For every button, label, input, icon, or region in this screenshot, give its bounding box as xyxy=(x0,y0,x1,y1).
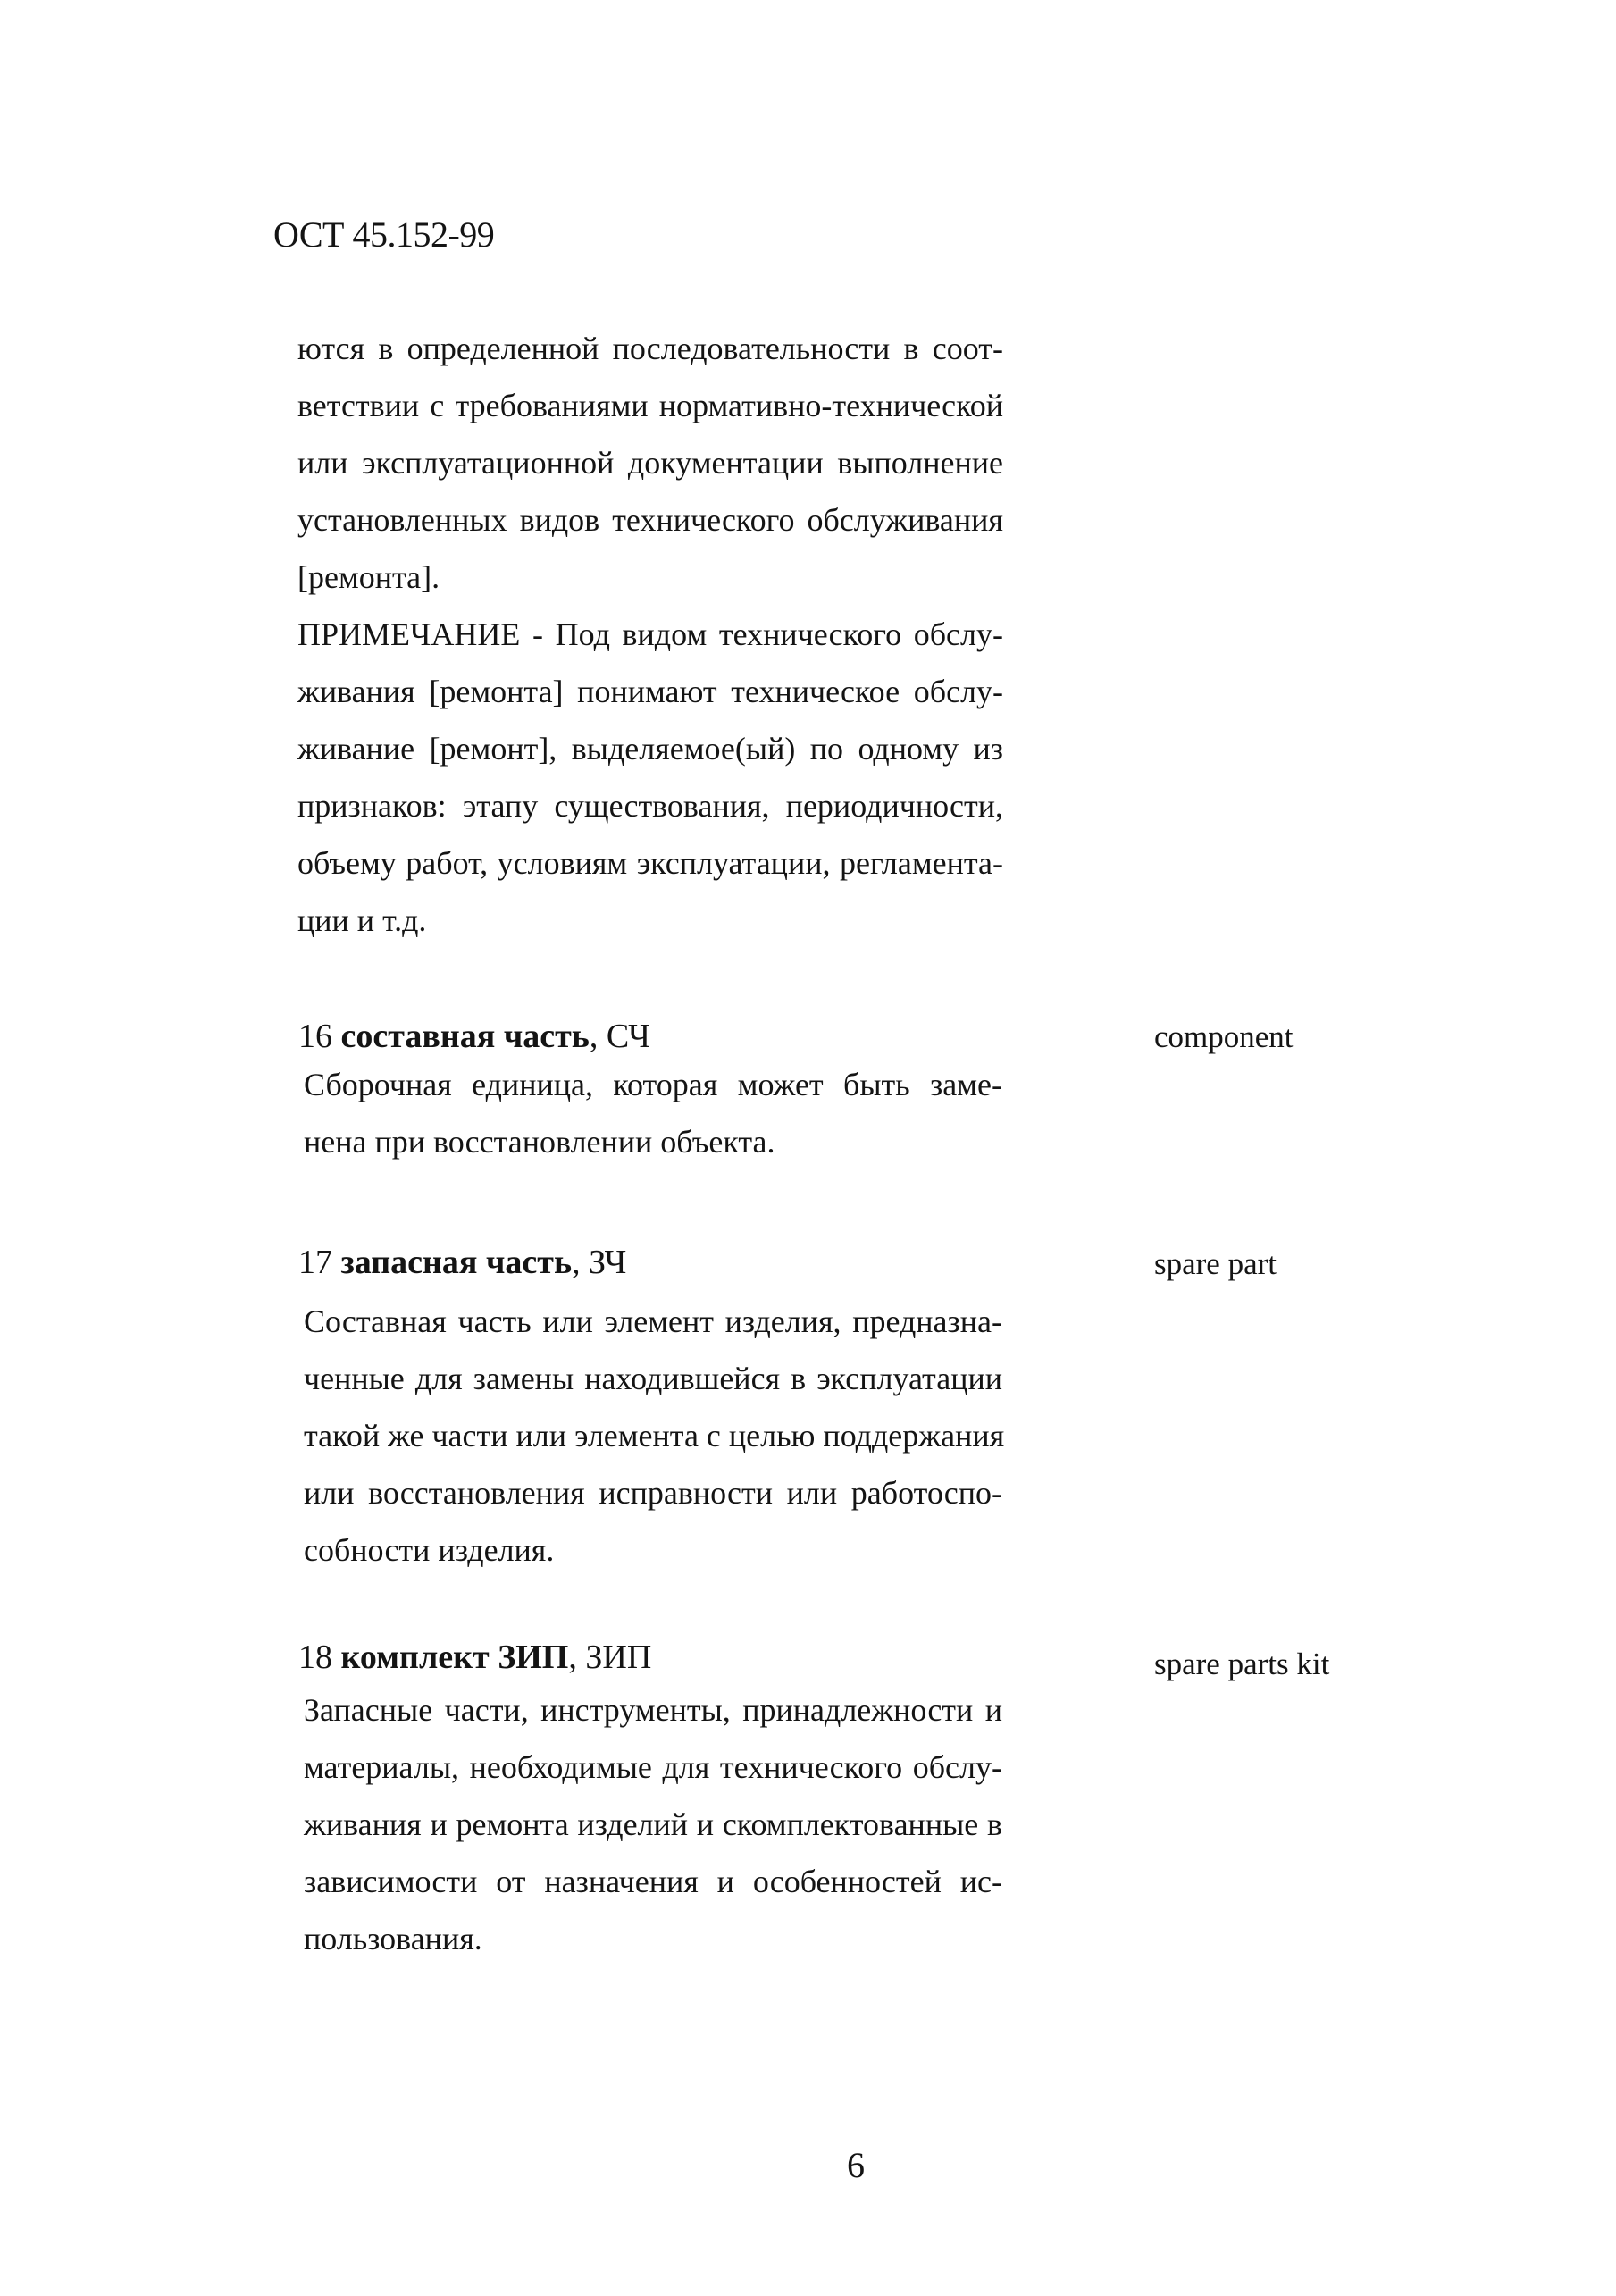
term-name: составная часть xyxy=(340,1018,590,1055)
text-line: или восстановления исправности или работоспо- xyxy=(304,1475,1002,1511)
document-code: ОСТ 45.152-99 xyxy=(273,214,495,255)
term-name: запасная часть xyxy=(340,1244,573,1281)
text-line: живания [ремонта] понимают техническое обслу- xyxy=(297,674,1003,709)
text-line: Сборочная единица, которая может быть заме- xyxy=(304,1067,1002,1102)
intro-paragraph xyxy=(297,320,1003,606)
text-line: собности изделия. xyxy=(304,1532,555,1568)
term-heading xyxy=(298,1635,651,1680)
text-line: нена при восстановлении объекта. xyxy=(304,1124,775,1160)
page-number: 6 xyxy=(847,2145,865,2185)
term-heading xyxy=(298,1240,626,1285)
term-definition xyxy=(304,1293,1005,1579)
term-abbreviation: , ЗИП xyxy=(568,1638,652,1676)
text-line: живание [ремонт], выделяемое(ый) по одному из xyxy=(297,731,1003,767)
text-line: ции и т.д. xyxy=(297,902,427,938)
term-abbreviation: , СЧ xyxy=(589,1018,651,1055)
term-english-equivalent: spare part xyxy=(1154,1246,1277,1281)
text-line: ПРИМЕЧАНИЕ - Под видом технического обслу- xyxy=(297,616,1003,652)
text-line: материалы, необходимые для технического обслу- xyxy=(304,1749,1002,1785)
term-english-equivalent: spare parts kit xyxy=(1154,1647,1330,1681)
term-heading xyxy=(298,1014,650,1059)
text-line: ветствии с требованиями нормативно-технической xyxy=(297,388,1003,423)
note-paragraph xyxy=(297,606,1003,949)
text-line: живания и ремонта изделий и скомплектованные в xyxy=(304,1806,1002,1842)
text-line: ченные для замены находившейся в эксплуатации xyxy=(304,1361,1002,1396)
text-line: [ремонта]. xyxy=(297,559,440,595)
term-definition xyxy=(304,1056,1002,1170)
term-number: 17 xyxy=(298,1244,332,1281)
text-line: признаков: этапу существования, периодичности, xyxy=(297,788,1003,824)
text-line: зависимости от назначения и особенностей ис- xyxy=(304,1864,1002,1899)
term-number: 18 xyxy=(298,1638,332,1676)
term-definition xyxy=(304,1681,1002,1967)
text-line: Запасные части, инструменты, принадлежности и xyxy=(304,1692,1002,1728)
term-english-equivalent: component xyxy=(1154,1019,1294,1054)
term-abbreviation: , ЗЧ xyxy=(572,1244,627,1281)
text-line: такой же части или элемента с целью поддержания xyxy=(304,1418,1005,1454)
term-name: комплект ЗИП xyxy=(340,1638,569,1676)
text-line: установленных видов технического обслуживания xyxy=(297,502,1003,538)
term-number: 16 xyxy=(298,1018,332,1055)
text-line: пользования. xyxy=(304,1921,482,1957)
text-line: Составная часть или элемент изделия, предназна- xyxy=(304,1303,1002,1339)
text-line: объему работ, условиям эксплуатации, регламента- xyxy=(297,845,1003,881)
text-line: ются в определенной последовательности в соот- xyxy=(297,331,1003,366)
text-line: или эксплуатационной документации выполнение xyxy=(297,445,1003,481)
